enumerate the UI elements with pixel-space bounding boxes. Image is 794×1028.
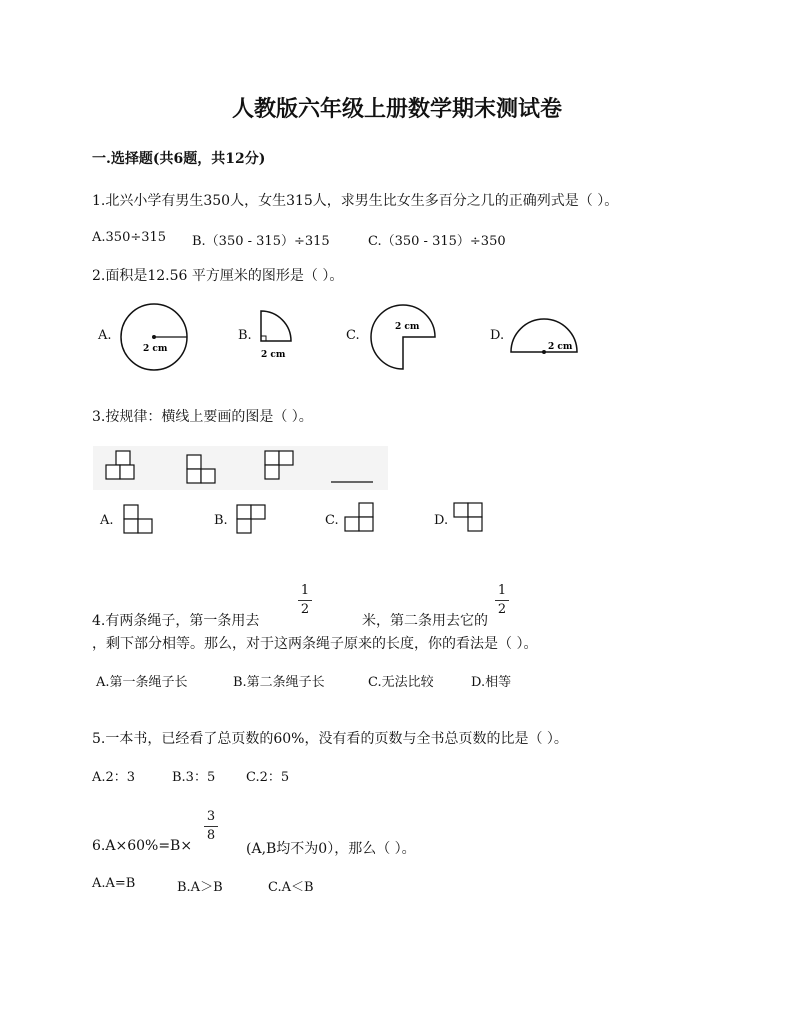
quarter-circle-label: 2 cm — [261, 350, 286, 360]
question-6-option-b: B.A＞B — [177, 880, 223, 895]
question-1-stem: 1.北兴小学有男生350人，女生315人，求男生比女生多百分之几的正确列式是（ ）。 — [92, 193, 619, 209]
question-3-label-c: C. — [325, 513, 339, 528]
question-2-label-a: A. — [98, 328, 112, 343]
fraction-numerator: 3 — [206, 809, 216, 824]
question-2-stem: 2.面积是12.56 平方厘米的图形是（ ）。 — [92, 268, 344, 284]
option-a-figure — [120, 503, 160, 535]
circle-figure — [118, 303, 190, 375]
option-d-figure — [451, 500, 491, 536]
semicircle-figure — [508, 315, 580, 357]
question-3-label-d: D. — [434, 513, 449, 528]
fraction-denominator: 2 — [497, 602, 507, 617]
three-quarter-circle-figure — [368, 302, 440, 374]
fraction-denominator: 8 — [206, 828, 216, 843]
three-quarter-circle-label: 2 cm — [395, 322, 420, 332]
question-6-stem-part-1: 6.A×60%=B× — [92, 838, 193, 854]
question-6-stem-part-2: (A,B均不为0），那么（ ）。 — [246, 841, 416, 857]
question-6-option-a: A.A=B — [92, 876, 136, 891]
question-2-label-c: C. — [346, 328, 360, 343]
question-5-option-a: A.2：3 — [92, 770, 136, 785]
question-4-option-a: A.第一条绳子长 — [96, 675, 188, 690]
question-5-option-b: B.3：5 — [172, 770, 216, 785]
question-4-fraction-1 — [298, 584, 312, 617]
semicircle-label: 2 cm — [548, 342, 573, 352]
option-c-figure — [342, 500, 382, 538]
question-1-option-a: A.350÷315 — [92, 230, 167, 245]
fraction-numerator: 1 — [300, 583, 310, 598]
pattern-sequence — [93, 446, 388, 490]
option-b-figure — [234, 502, 274, 538]
page-title: 人教版六年级上册数学期末测试卷 — [231, 96, 562, 122]
question-4-stem-part-3: ，剩下部分相等。那么，对于这两条绳子原来的长度，你的看法是（ ）。 — [92, 636, 538, 652]
question-1-option-b: B.（350 - 315）÷315 — [192, 234, 330, 249]
question-6-fraction — [204, 810, 218, 843]
question-4-stem-part-1: 4.有两条绳子，第一条用去 — [92, 613, 260, 629]
quarter-circle-figure — [258, 308, 302, 364]
fraction-numerator: 1 — [497, 583, 507, 598]
question-3-label-a: A. — [100, 513, 114, 528]
question-4-option-d: D.相等 — [471, 675, 512, 690]
question-5-stem: 5.一本书，已经看了总页数的60%，没有看的页数与全书总页数的比是（ ）。 — [92, 731, 568, 747]
section-heading: 一.选择题(共6题，共12分) — [92, 151, 266, 167]
question-2-label-b: B. — [238, 328, 252, 343]
question-3-stem: 3.按规律：横线上要画的图是（ ）。 — [92, 409, 313, 425]
question-3-label-b: B. — [214, 513, 228, 528]
fraction-denominator: 2 — [300, 602, 310, 617]
question-2-label-d: D. — [490, 328, 505, 343]
question-6-option-c: C.A＜B — [268, 880, 314, 895]
question-4-fraction-2 — [495, 584, 509, 617]
question-5-option-c: C.2：5 — [246, 770, 290, 785]
question-4-option-c: C.无法比较 — [368, 675, 434, 690]
question-1-option-c: C.（350 - 315）÷350 — [368, 234, 506, 249]
question-4-option-b: B.第二条绳子长 — [233, 675, 325, 690]
question-4-stem-part-2: 米，第二条用去它的 — [362, 613, 488, 629]
circle-radius-label: 2 cm — [143, 344, 168, 354]
